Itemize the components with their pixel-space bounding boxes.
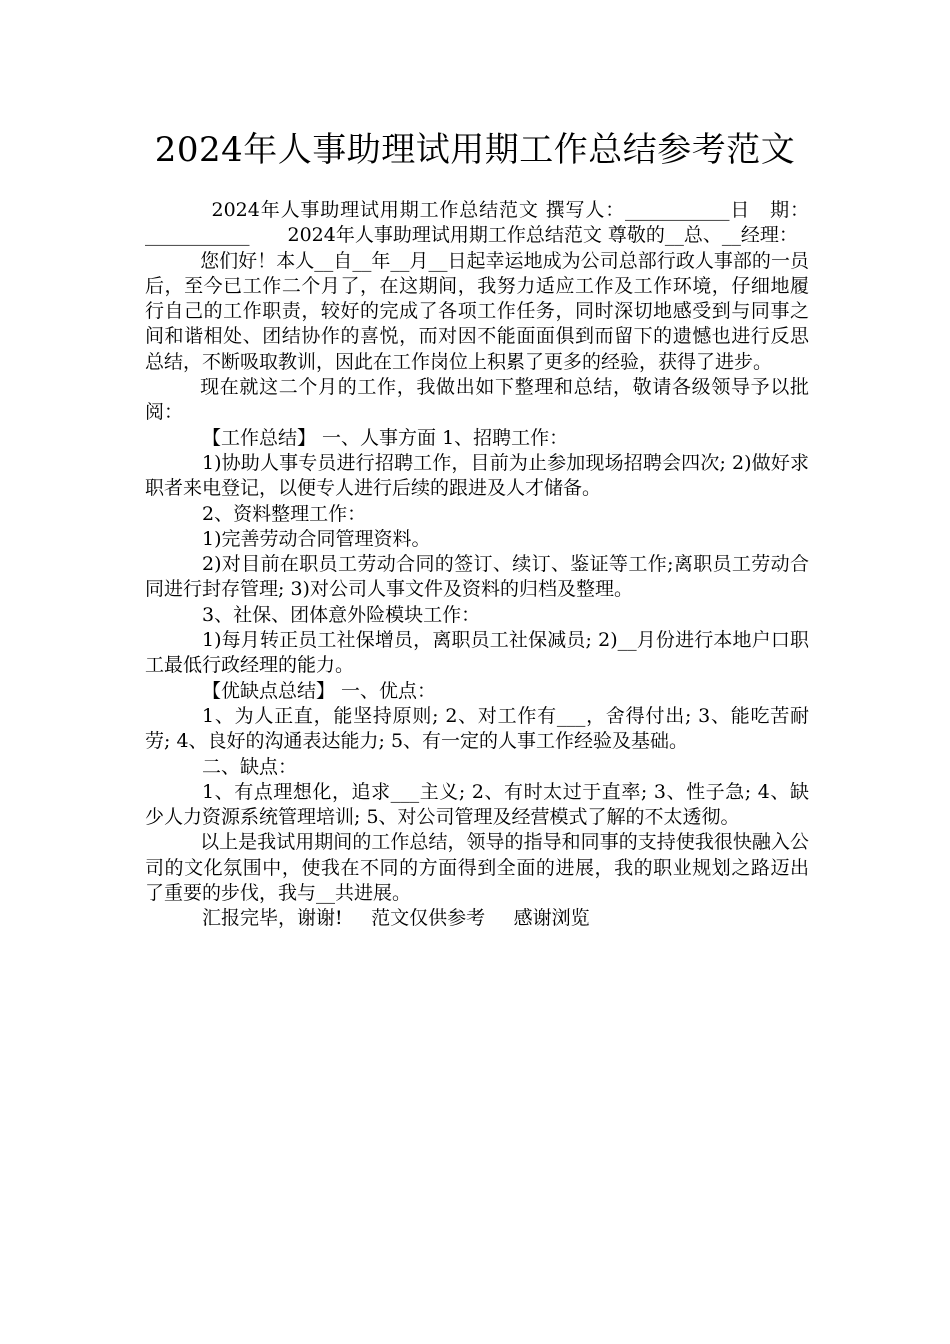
insurance-heading: 3、社保、团体意外险模块工作： (202, 603, 481, 626)
document-title: 2024年人事助理试用期工作总结参考范文 (154, 130, 796, 170)
closing-browse: 感谢浏览 (513, 907, 590, 930)
strengths-heading: 【优缺点总结】 一、优点： (202, 679, 437, 702)
header-paragraph: 2024年人事助理试用期工作总结范文 撰写人：___________日 期：___________ 2024年人事助理试用期工作总结范文 尊敬的__总、__经理： (145, 199, 809, 247)
weaknesses-items: 1、有点理想化，追求___主义; 2、有时太过于直率; 3、性子急; 4、缺少人力资源系统管理培训; 5、对公司管理及经营模式了解的不太透彻。 (145, 780, 809, 829)
records-item-1: 1)完善劳动合同管理资料。 (202, 527, 431, 550)
closing-note: 范文仅供参考 (371, 907, 486, 930)
conclusion-paragraph: 以上是我试用期间的工作总结，领导的指导和同事的支持使我很快融入公司的文化氛围中，使我在不同的方面得到全面的进展，我的职业规划之路迈出了重要的步伐，我与__共进展。 (145, 831, 809, 905)
strengths-items: 1、为人正直，能坚持原则; 2、对工作有___，舍得付出; 3、能吃苦耐劳; 4、良好的沟通表达能力; 5、有一定的人事工作经验及基础。 (145, 704, 809, 753)
document-body (145, 198, 809, 932)
work-summary-heading: 【工作总结】 一、人事方面 1、招聘工作： (202, 426, 569, 449)
closing-line (145, 906, 809, 931)
insurance-items: 1)每月转正员工社保增员，离职员工社保减员; 2)__月份进行本地户口职工最低行政经理的能力。 (145, 629, 809, 677)
weaknesses-heading: 二、缺点： (202, 755, 298, 778)
records-heading: 2、资料整理工作： (202, 502, 367, 525)
summary-intro-paragraph: 现在就这二个月的工作，我做出如下整理和总结，敬请各级领导予以批阅： (145, 376, 809, 424)
intro-paragraph: 您们好！本人__自__年__月__日起幸运地成为公司总部行政人事部的一员后，至今已工作二个月了，在这期间，我努力适应工作及工作环境，仔细地履行自己的工作职责，较好的完成了各项工作任务，同时深切地感受到与同事之间和谐相处、团结协作的喜悦，而对因不能面面俱到而留下的遗憾也进行反思总结，不断吸取教训，因此在工作岗位上积累了更多的经验，获得了进步。 (145, 249, 809, 373)
closing-thanks: 汇报完毕，谢谢! (202, 907, 343, 930)
records-items-2-3: 2)对目前在职员工劳动合同的签订、续订、鉴证等工作;离职员工劳动合同进行封存管理; 3)对公司人事文件及资料的归档及整理。 (145, 553, 809, 601)
recruitment-items: 1)协助人事专员进行招聘工作，目前为止参加现场招聘会四次; 2)做好求职者来电登记，以便专人进行后续的跟进及人才储备。 (145, 451, 809, 500)
